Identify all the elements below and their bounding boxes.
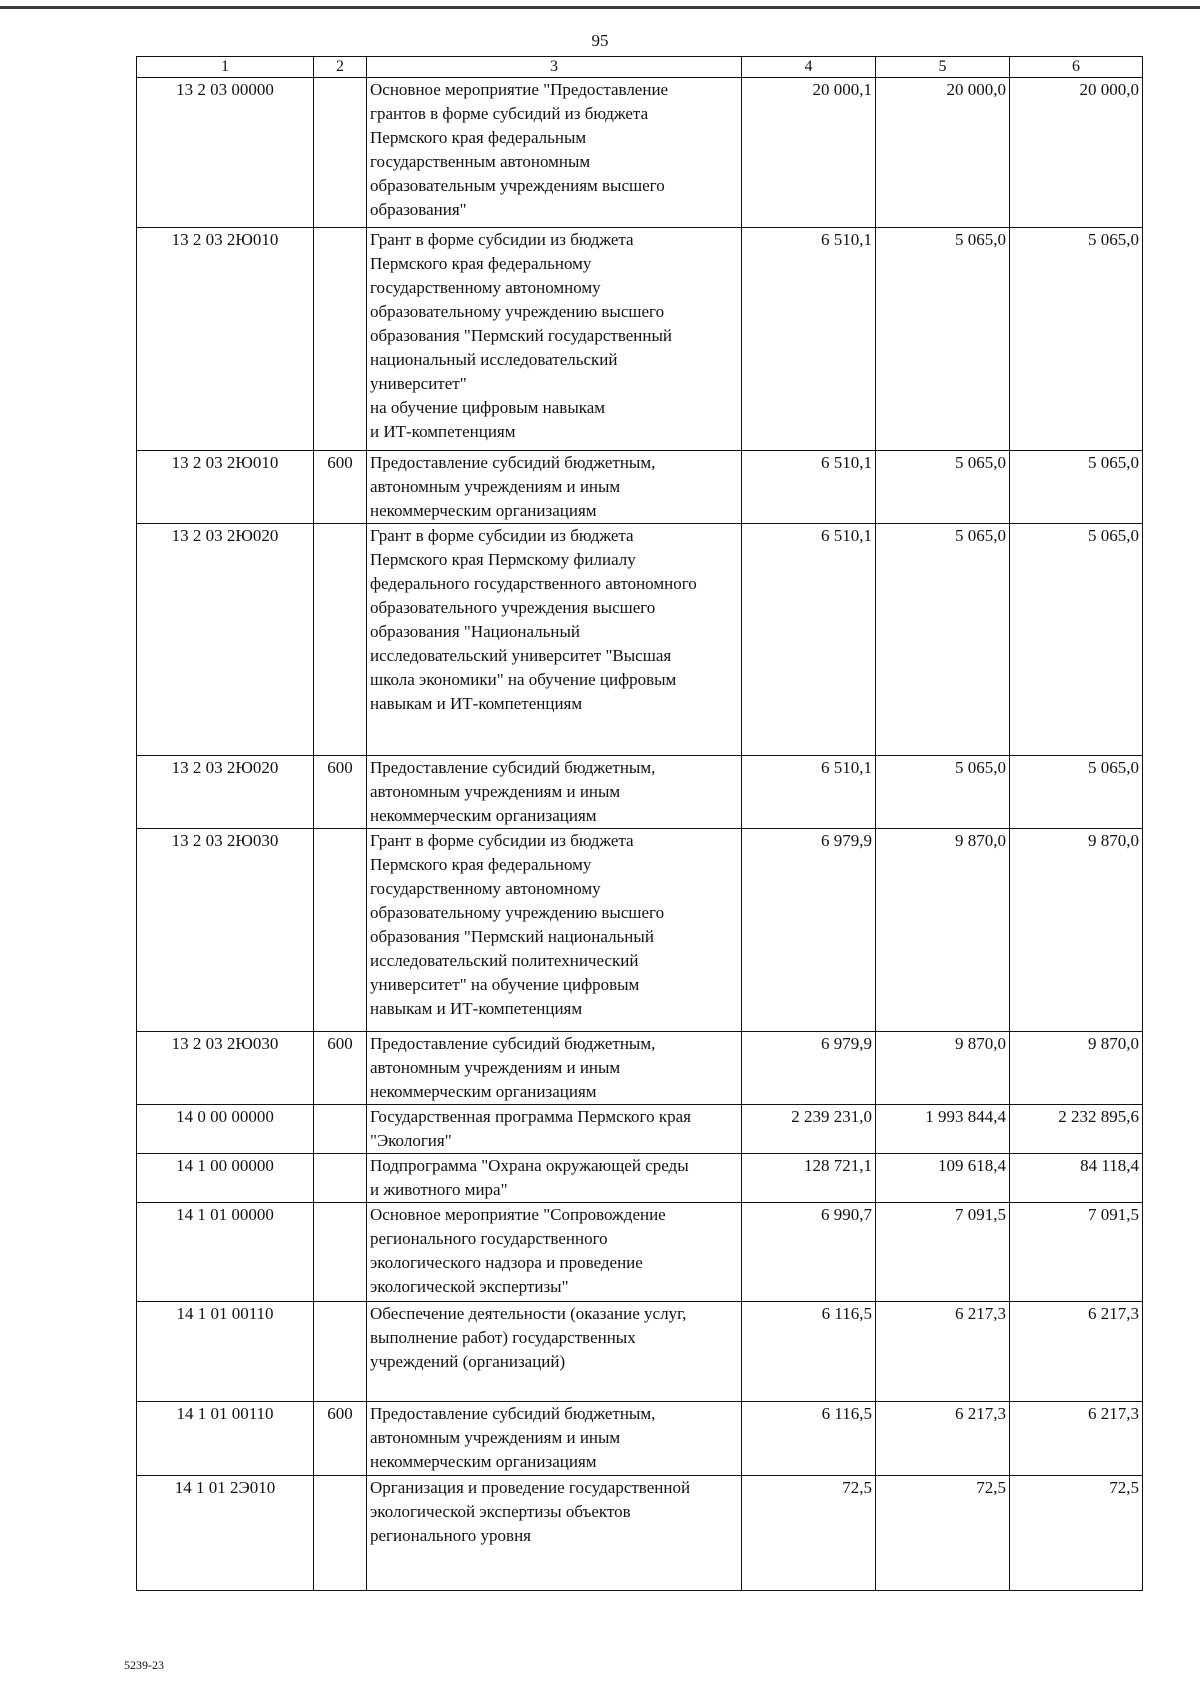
expense-type-cell bbox=[314, 1203, 367, 1302]
amount-col4-cell: 72,5 bbox=[742, 1476, 876, 1591]
budget-code-cell: 13 2 03 00000 bbox=[137, 78, 314, 228]
amount-col5-cell: 9 870,0 bbox=[876, 829, 1010, 1032]
table-row bbox=[137, 756, 1143, 829]
column-header: 5 bbox=[876, 57, 1010, 78]
table-row bbox=[137, 829, 1143, 1032]
page-number: 95 bbox=[591, 31, 609, 50]
amount-col6-cell: 6 217,3 bbox=[1010, 1302, 1143, 1402]
amount-col4-cell: 2 239 231,0 bbox=[742, 1105, 876, 1154]
budget-code-cell: 14 1 01 00110 bbox=[137, 1302, 314, 1402]
item-name-cell: Подпрограмма "Охрана окружающей среды и животного мира" bbox=[367, 1154, 742, 1203]
table-row bbox=[137, 1476, 1143, 1591]
amount-col6-cell: 5 065,0 bbox=[1010, 451, 1143, 524]
amount-col5-cell: 9 870,0 bbox=[876, 1032, 1010, 1105]
budget-code-cell: 14 1 00 00000 bbox=[137, 1154, 314, 1203]
item-name-cell: Предоставление субсидий бюджетным, автономным учреждениям и иным некоммерческим организациям bbox=[367, 1032, 742, 1105]
expense-type-cell bbox=[314, 524, 367, 756]
document-footer-code: 5239-23 bbox=[124, 1658, 164, 1672]
table-body bbox=[137, 78, 1143, 1591]
expense-type-cell: 600 bbox=[314, 451, 367, 524]
amount-col5-cell: 1 993 844,4 bbox=[876, 1105, 1010, 1154]
expense-type-cell: 600 bbox=[314, 1032, 367, 1105]
amount-col6-cell: 5 065,0 bbox=[1010, 756, 1143, 829]
amount-col6-cell: 9 870,0 bbox=[1010, 829, 1143, 1032]
table-row bbox=[137, 1154, 1143, 1203]
amount-col6-cell: 20 000,0 bbox=[1010, 78, 1143, 228]
column-header: 6 bbox=[1010, 57, 1143, 78]
amount-col4-cell: 128 721,1 bbox=[742, 1154, 876, 1203]
item-name-cell: Грант в форме субсидии из бюджета Пермского края Пермскому филиалу федерального государственного автономного образовательного учреждения высшего образования "Национальный исследовательский университет "Высшая школа экономики" на обучение цифровым навыкам и ИТ-компетенциям bbox=[367, 524, 742, 756]
expense-type-cell bbox=[314, 1154, 367, 1203]
amount-col4-cell: 20 000,1 bbox=[742, 78, 876, 228]
amount-col6-cell: 6 217,3 bbox=[1010, 1402, 1143, 1476]
item-name-cell: Предоставление субсидий бюджетным, автономным учреждениям и иным некоммерческим организациям bbox=[367, 756, 742, 829]
budget-code-cell: 13 2 03 2Ю030 bbox=[137, 829, 314, 1032]
item-name-cell: Основное мероприятие "Сопровождение регионального государственного экологического надзора и проведение экологической экспертизы" bbox=[367, 1203, 742, 1302]
amount-col5-cell: 109 618,4 bbox=[876, 1154, 1010, 1203]
item-name-cell: Основное мероприятие "Предоставление грантов в форме субсидий из бюджета Пермского края федеральным государственным автономным образовательным учреждениям высшего образования" bbox=[367, 78, 742, 228]
budget-code-cell: 14 1 01 00110 bbox=[137, 1402, 314, 1476]
amount-col6-cell: 5 065,0 bbox=[1010, 228, 1143, 451]
amount-col4-cell: 6 979,9 bbox=[742, 829, 876, 1032]
budget-code-cell: 13 2 03 2Ю010 bbox=[137, 451, 314, 524]
amount-col4-cell: 6 116,5 bbox=[742, 1402, 876, 1476]
amount-col4-cell: 6 990,7 bbox=[742, 1203, 876, 1302]
amount-col6-cell: 72,5 bbox=[1010, 1476, 1143, 1591]
expense-type-cell bbox=[314, 228, 367, 451]
amount-col5-cell: 72,5 bbox=[876, 1476, 1010, 1591]
budget-code-cell: 14 1 01 2Э010 bbox=[137, 1476, 314, 1591]
scan-top-border bbox=[0, 6, 1200, 9]
budget-code-cell: 13 2 03 2Ю020 bbox=[137, 524, 314, 756]
table-row bbox=[137, 228, 1143, 451]
column-header: 1 bbox=[137, 57, 314, 78]
amount-col4-cell: 6 510,1 bbox=[742, 756, 876, 829]
expense-type-cell bbox=[314, 1476, 367, 1591]
amount-col5-cell: 5 065,0 bbox=[876, 451, 1010, 524]
amount-col6-cell: 2 232 895,6 bbox=[1010, 1105, 1143, 1154]
budget-code-cell: 14 1 01 00000 bbox=[137, 1203, 314, 1302]
budget-code-cell: 13 2 03 2Ю010 bbox=[137, 228, 314, 451]
table-row bbox=[137, 1302, 1143, 1402]
item-name-cell: Грант в форме субсидии из бюджета Пермского края федеральному государственному автономному образовательному учреждению высшего образования "Пермский государственный национальный исследовательский университет" на обучение цифровым навыкам и ИТ-компетенциям bbox=[367, 228, 742, 451]
expense-type-cell: 600 bbox=[314, 756, 367, 829]
amount-col4-cell: 6 116,5 bbox=[742, 1302, 876, 1402]
table-row bbox=[137, 524, 1143, 756]
expense-type-cell: 600 bbox=[314, 1402, 367, 1476]
amount-col6-cell: 7 091,5 bbox=[1010, 1203, 1143, 1302]
table-row bbox=[137, 78, 1143, 228]
table-header-row bbox=[137, 57, 1143, 78]
amount-col4-cell: 6 510,1 bbox=[742, 451, 876, 524]
column-header: 4 bbox=[742, 57, 876, 78]
expense-type-cell bbox=[314, 1302, 367, 1402]
item-name-cell: Предоставление субсидий бюджетным, автономным учреждениям и иным некоммерческим организациям bbox=[367, 451, 742, 524]
amount-col6-cell: 84 118,4 bbox=[1010, 1154, 1143, 1203]
expense-type-cell bbox=[314, 78, 367, 228]
table-row bbox=[137, 1032, 1143, 1105]
amount-col5-cell: 5 065,0 bbox=[876, 524, 1010, 756]
amount-col4-cell: 6 510,1 bbox=[742, 228, 876, 451]
budget-code-cell: 14 0 00 00000 bbox=[137, 1105, 314, 1154]
amount-col5-cell: 20 000,0 bbox=[876, 78, 1010, 228]
amount-col4-cell: 6 979,9 bbox=[742, 1032, 876, 1105]
expense-type-cell bbox=[314, 1105, 367, 1154]
amount-col5-cell: 6 217,3 bbox=[876, 1302, 1010, 1402]
expense-type-cell bbox=[314, 829, 367, 1032]
amount-col6-cell: 5 065,0 bbox=[1010, 524, 1143, 756]
item-name-cell: Организация и проведение государственной экологической экспертизы объектов регионального уровня bbox=[367, 1476, 742, 1591]
item-name-cell: Обеспечение деятельности (оказание услуг, выполнение работ) государственных учреждений (организаций) bbox=[367, 1302, 742, 1402]
table-row bbox=[137, 1203, 1143, 1302]
budget-code-cell: 13 2 03 2Ю030 bbox=[137, 1032, 314, 1105]
amount-col5-cell: 7 091,5 bbox=[876, 1203, 1010, 1302]
amount-col4-cell: 6 510,1 bbox=[742, 524, 876, 756]
table-row bbox=[137, 451, 1143, 524]
item-name-cell: Грант в форме субсидии из бюджета Пермского края федеральному государственному автономному образовательному учреждению высшего образования "Пермский национальный исследовательский политехнический университет" на обучение цифровым навыкам и ИТ-компетенциям bbox=[367, 829, 742, 1032]
amount-col6-cell: 9 870,0 bbox=[1010, 1032, 1143, 1105]
table-row bbox=[137, 1402, 1143, 1476]
column-header: 3 bbox=[367, 57, 742, 78]
item-name-cell: Предоставление субсидий бюджетным, автономным учреждениям и иным некоммерческим организациям bbox=[367, 1402, 742, 1476]
amount-col5-cell: 5 065,0 bbox=[876, 228, 1010, 451]
column-header: 2 bbox=[314, 57, 367, 78]
item-name-cell: Государственная программа Пермского края "Экология" bbox=[367, 1105, 742, 1154]
amount-col5-cell: 6 217,3 bbox=[876, 1402, 1010, 1476]
budget-table bbox=[136, 56, 1143, 1591]
budget-code-cell: 13 2 03 2Ю020 bbox=[137, 756, 314, 829]
amount-col5-cell: 5 065,0 bbox=[876, 756, 1010, 829]
table-row bbox=[137, 1105, 1143, 1154]
